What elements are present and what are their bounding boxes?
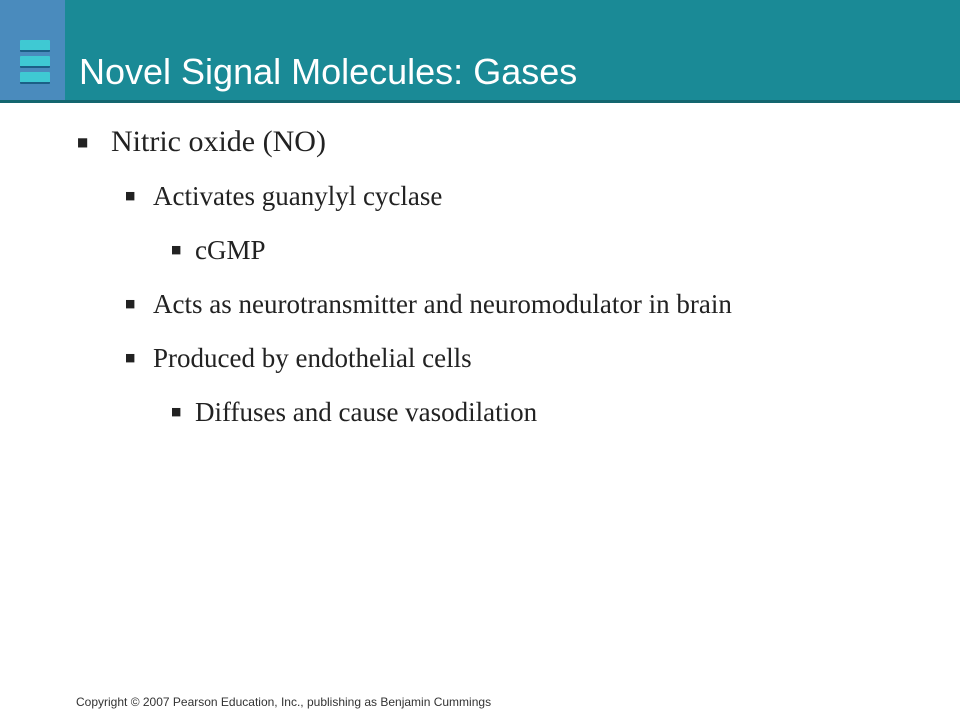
bullet-text: cGMP bbox=[195, 235, 266, 265]
bullet-item-level-2 bbox=[125, 180, 443, 212]
square-bullet-icon: ■ bbox=[171, 243, 182, 256]
bullet-text: Diffuses and cause vasodilation bbox=[195, 397, 538, 427]
bullet-text: Acts as neurotransmitter and neuromodulator in brain bbox=[153, 289, 732, 319]
stacked-bars-icon bbox=[0, 0, 65, 100]
logo-bar-bottom bbox=[20, 72, 50, 84]
bullet-item-level-3 bbox=[171, 396, 538, 428]
bullet-item-level-2 bbox=[125, 342, 472, 374]
square-bullet-icon: ■ bbox=[125, 351, 136, 364]
square-bullet-icon: ■ bbox=[171, 405, 182, 418]
bullet-item-level-3 bbox=[171, 234, 266, 266]
square-bullet-icon: ■ bbox=[125, 189, 136, 202]
bullet-text: Produced by endothelial cells bbox=[153, 343, 472, 373]
square-bullet-icon: ■ bbox=[77, 135, 89, 149]
bullet-text: Nitric oxide (NO) bbox=[111, 125, 326, 158]
copyright-footer: Copyright © 2007 Pearson Education, Inc., publishing as Benjamin Cummings bbox=[76, 695, 492, 709]
bullet-text: Activates guanylyl cyclase bbox=[153, 181, 443, 211]
logo-bar-top bbox=[20, 40, 50, 52]
slide-title: Novel Signal Molecules: Gases bbox=[79, 51, 578, 92]
logo-bar-middle bbox=[20, 56, 50, 68]
bullet-item-level-1 bbox=[77, 124, 326, 160]
bullet-item-level-2 bbox=[125, 288, 732, 320]
square-bullet-icon: ■ bbox=[125, 297, 136, 310]
